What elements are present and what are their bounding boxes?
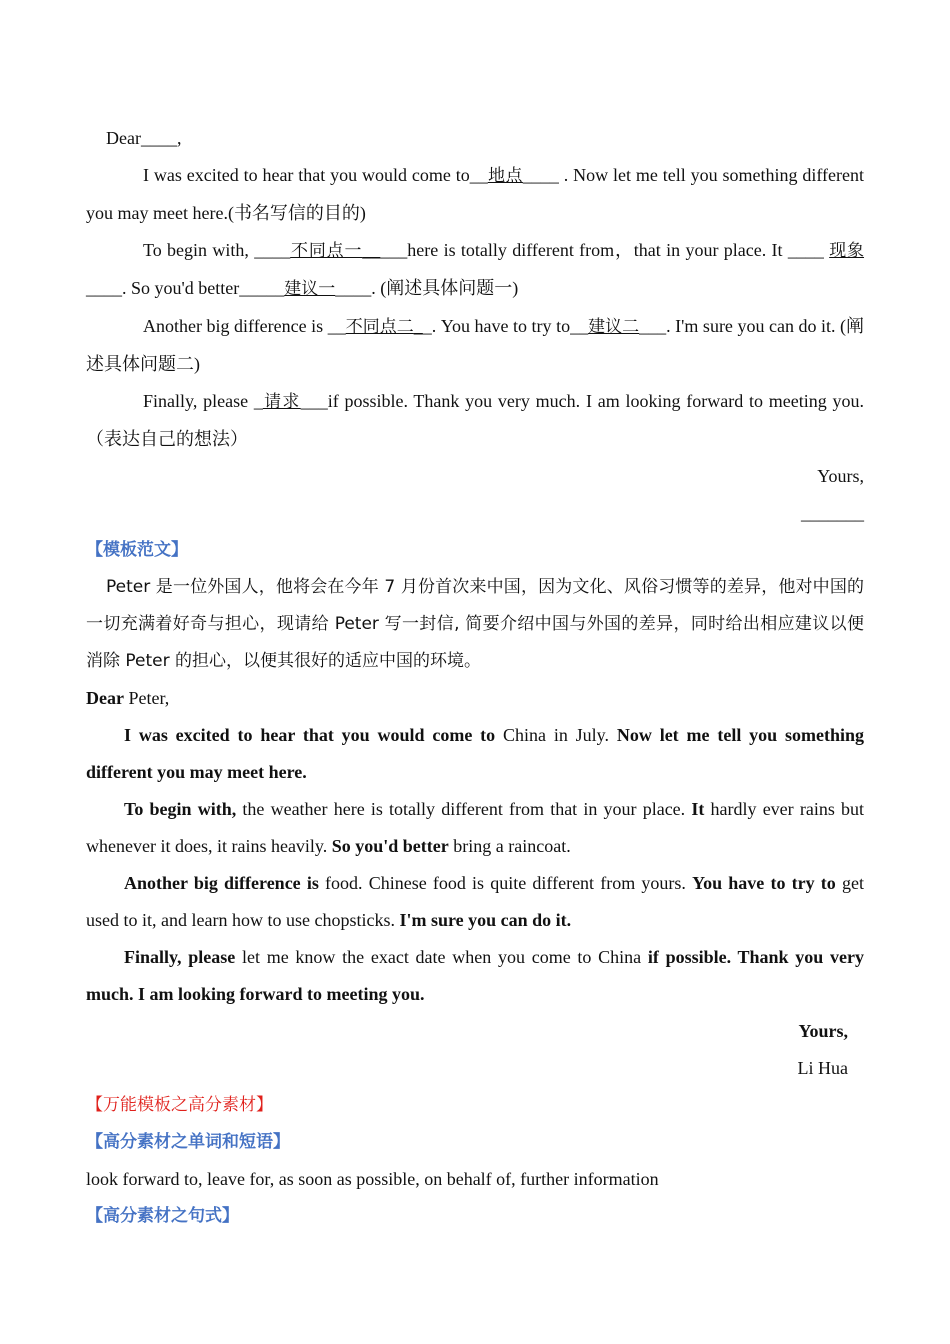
sample-prompt: Peter 是一位外国人，他将会在今年 7 月份首次来中国，因为文化、风俗习惯等的差异，他对中国的一切充满着好奇与担心，现请给 Peter 写一封信, 简要介绍中国与外国的差异，同时给出相应建议以便消除 Peter 的担心，以便其很好的适应中国的环境。 xyxy=(86,577,864,671)
sample-paragraph-2: To begin with, the weather here is totally different from that in your place. It hardly ever rains but whenever it does, it rains heavily. So you'd better bring a raincoat. xyxy=(86,799,865,856)
template-paragraph-1: I was excited to hear that you would come to__地点____ . Now let me tell you something different you may meet here.(书名写信的目的) xyxy=(86,165,865,223)
sample-closing: Yours, xyxy=(798,1021,848,1041)
sample-signature: Li Hua xyxy=(797,1058,848,1078)
sample-paragraph-3: Another big difference is food. Chinese food is quite different from yours. You have to try to get used to it, and learn how to use chopsticks. I'm sure you can do it. xyxy=(86,873,864,930)
sample-greeting: Dear Peter, xyxy=(86,688,170,708)
template-closing: Yours, xyxy=(817,466,864,486)
materials-heading: 【万能模板之高分素材】 xyxy=(86,1095,273,1115)
template-paragraph-3: Another big difference is __不同点二__. You have to try to__建议二___. I'm sure you can do it. (阐述具体问题二) xyxy=(86,316,865,374)
template-paragraph-4: Finally, please _请求___if possible. Thank you very much. I am looking forward to meeting you. （表达自己的想法） xyxy=(86,391,865,449)
words-list: look forward to, leave for, as soon as possible, on behalf of, further information xyxy=(86,1169,659,1189)
sample-paragraph-1: I was excited to hear that you would come to China in July. Now let me tell you something different you may meet here. xyxy=(86,725,865,782)
template-signature-blank: _______ xyxy=(801,503,864,523)
template-paragraph-2: To begin with, ____不同点一_____here is totally different from，that in your place. It ____ 现象____. So you'd better_____建议一____. (阐述具体问题一) xyxy=(86,240,865,299)
words-heading: 【高分素材之单词和短语】 xyxy=(86,1132,290,1152)
sample-paragraph-4: Finally, please let me know the exact date when you come to China if possible. Thank you very much. I am looking forward to meeting you. xyxy=(86,947,864,1004)
blank-phenomenon: 现象 xyxy=(829,241,865,261)
blank-request: 请求 xyxy=(262,392,301,412)
blank-suggestion-2: 建议二 xyxy=(588,317,640,337)
sentences-heading: 【高分素材之句式】 xyxy=(86,1206,239,1226)
blank-place: 地点 xyxy=(487,166,523,186)
template-greeting: Dear____, xyxy=(106,128,182,148)
blank-difference-2: 不同点二 xyxy=(345,317,414,337)
sample-heading: 【模板范文】 xyxy=(86,540,188,560)
blank-suggestion-1: 建议一 xyxy=(284,279,336,299)
blank-difference-1: 不同点一 xyxy=(290,241,363,261)
